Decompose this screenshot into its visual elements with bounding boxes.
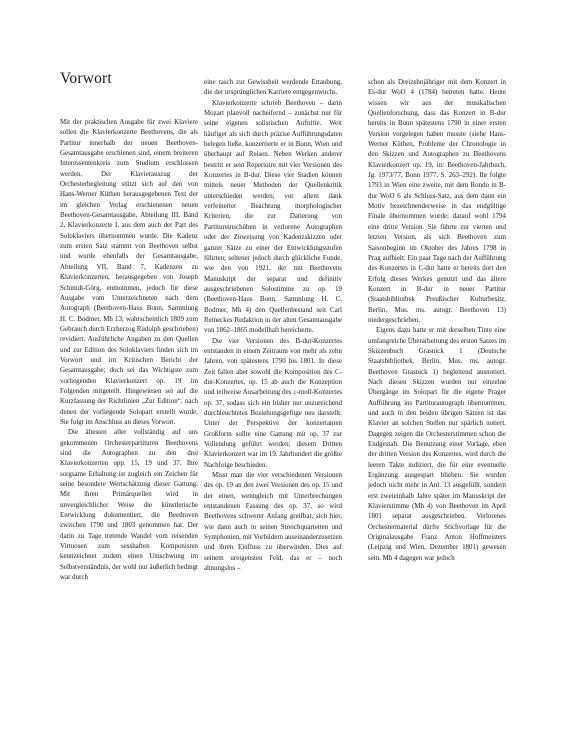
paragraph: Klavierkonzerte schrieb Beethoven – darin Mozart planvoll nacheifernd – zunächst nur für seine eigenen solistischen Auftritte. Weit häufiger als sich durch präzise Aufführungsdaten belegen ließe, konzertierte er in Bonn, Wien und überhaupt auf Reisen. Neben Werken anderer bestritt er sein Repertoire mit vier Versionen des Konzertes in B-dur. Diese vier Stadien können mittels neuer Methoden der Quellenkritik unterschieden werden; vor allem dank verfeinerter Beachtung morphologischer Kriterien, die zur Datierung von Partitureinschüben in verlorene Autographen oder der Zuweisung von Kadenzskizzen oder ganzer Sätze zu einer der Entwicklungsstufen führten; seltener jedoch durch glückliche Funde, wie den von 1921, der mit Beethovens Manuskript der separat und definitiv ausgeschriebenen Solostimme zu op. 19 (Beethoven-Haus Bonn, Sammlung H. C. Bodmer, Mh 4) den Quellenbestand seit Carl Reineckes Redaktion in der alten Gesamtausgabe von 1862–1865 modellhaft bereicherte. [204, 98, 342, 335]
text-column-1 [60, 117, 198, 582]
paragraph: Misst man die vier verschiedenen Versionen des op. 19 an den zwei Versionen des op. 15 und der einen, wenngleich mit Unterbrechungen entstandenen Fassung des op. 37, so wird Beethovens schwerer Anfang greifbar, sich hier, wie dann auch in seinen Streichquartetten und Symphonien, mit Vorbildern auseinanderzusetzen und ihren Einfluss zu überwinden. Dies auf seinem ureigensten Feld, das er – noch ahnungslos – [204, 471, 342, 573]
text-column-2 [204, 77, 342, 574]
paragraph: Die vier Versionen des B-dur-Konzertes entstanden in einem Zeitraum von mehr als zehn Jahren, von spätestens 1790 bis 1801. In diese Zeit fallen aber sowohl die Komposition des C-dur-Konzertes, op. 15 ab auch die Konzeption und teilweise Ausarbeitung des c-moll-Konzertes op. 37, sodass sich ein bisher nur unzureichend durchleuchtetes Beziehungsgefüge neu darstellt: Unter der Perspektive der konzertanten Großform sollte eine Gattung mit op. 37 zur Vollendung geführt werden; diesem Dritten Klavierkonzert war im 19. Jahrhundert die größte Nachfolge beschieden. [204, 336, 342, 469]
paragraph: Mit der praktischen Ausgabe für zwei Klaviere sollen die Klavierkonzerte Beethovens, die als Partitur innerhalb der neuen Beethoven-Gesamtausgabe erschienen sind, einem breiteren Interessentenkreis zum Studium erschlossen werden. Der Klavierauszug der Orchesterbegleitung stützt sich auf den von Hans-Werner Küthen herausgegebenen Text der im gleichen Verlag erschienenen neuen Beethoven-Gesamtausgabe, Abteilung III, Band 2, Klavierkonzerte I, aus dem auch der Part des Soloklaviers übernommen wurde. Die Kadenz zum ersten Satz stammt von Beethoven selbst und wurde ebenfalls der Gesamtausgabe, Abteilung VII, Band 7, Kadenzen zu Klavierkonzerten, herausgegeben von Joseph Schmidt-Görg, entnommen, jedoch für diese Ausgabe vom Unterzeichneten nach dem Autograph (Beethoven-Haus Bonn, Sammlung H. C. Bodmer, Mh 13; wahrscheinlich 1809 zum Gebrauch durch Erzherzog Rudolph geschrieben) revidiert. Ausführliche Angaben zu den Quellen und zur Edition des Soloklaviers finden sich im Vorwort und im Kritischen Bericht der Gesamtausgabe; doch sei das Wichtigste zum vorliegenden Klavierkonzert op. 19 im Folgenden mitgeteilt. Hingewiesen sei auf die Kurzfassung der Richtlinien „Zur Edition“, nach denen der vorliegende Solopart erstellt wurde. Sie folgt im Anschluss an dieses Vorwort. [60, 118, 198, 426]
paragraph: schon als Dreizehnjähriger mit dem Konzert in Es-dur WoO 4 (1784) betreten hatte. Heute wissen wir aus der musikalischen Quellenforschung, dass das Konzert in B-dur bereits in Bonn spätestens 1790 in einer ersten Version vorgelegen haben musste (siehe Hans-Werner Küthen, Probleme der Chronologie in den Skizzen und Autographen zu Beethovens Klavierkonzert op. 19, in: Beethoven-Jahrbuch, Jg. 1973/77, Bonn 1977, S. 263–292). Ihr folgte 1793 in Wien eine zweite, mit dem Rondo in B-dur WoO 6 als Schluss-Satz, aus dem dann ein Motiv bezeichnenderweise in das endgültige Finale übernommen wurde; darauf wohl 1794 eine dritte Version. Sie führte zur vierten und letzten Version, als sich Beethoven zum Saisonbeginn im Oktober des Jahres 1798 in Prag aufhielt: Ein paar Tage nach der Aufführung des Konzertes in C-dur hatte er bereits dort den Erfolg dieses Werkes genutzt und das ältere Konzert in B-dur in neuer Partitur (Staatsbibliothek Preußischer Kulturbesitz, Berlin, Mus. ms. autogr. Beethoven 13) niedergeschrieben. [368, 78, 506, 324]
paragraph: eine rasch zur Gewissheit werdende Ertaubung, die der ursprünglichen Karriere entgegenwuchs. [204, 78, 342, 97]
text-column-3 [368, 77, 506, 563]
paragraph: Die ältesten aller vollständig auf uns gekommenen Orchesterpartituren Beethovens sind die Autographen zu den drei Klavierkonzerten opp. 15, 19 und 37. Ihre sorgsame Erhaltung ist zugleich ein Zeichen für seine besondere Wertschätzung dieser Gattung. Mit ihren Primärquellen wird in unvergleichlicher Weise die künstlerische Entwicklung dokumentiert, die Beethoven zwischen 1790 und 1803 genommen hat. Der darin zu Tage tretende Wandel vom reisenden Virtuosen zum sesshaften Komponisten kennzeichnet zudem einen Umschwung im Selbstverständnis, der wohl nur äußerlich bedingt war durch [60, 428, 198, 582]
page-title: Vorwort [60, 70, 112, 87]
paragraph: Eigens dazu hatte er mit derselben Tinte eine umfangreiche Überarbeitung des ersten Satzes im Skizzenbuch Grasnick 1 (Deutsche Staatsbibliothek, Berlin, Mus. ms. autogr. Beethoven Grasnick 1) begleitend ausnotiert. Nach diesen Skizzen wurden nur einzelne Übergänge im Solopart für die eigene Prager Aufführung ins Partiturautograph übernommen, und auch in den beiden übrigen Sätzen ist das Klavier an solchen Stellen nur spärlich notiert. Dagegen zeigen die Orchesterstimmen schon die Endgestalt. Die Benutzung einer Vorlage, eben der dritten Version des Konzertes, wird durch die leeren Takte indiziert, die für eine eventuelle Ergänzung ausgespart blieben. Sie wurden jedoch nicht mehr in Anl. 13 ausgefüllt, sondern erst zweieinhalb Jahre später im Manuskript der Klavierstimme (Mh 4) von Beethoven im April 1801 separat ausgeschrieben. Verlorenes Orchestermaterial dürfte Stichvorlage für die Originalausgabe Franz Anton Hoffmeisters (Leipzig und Wien, Dezember 1801) gewesen sein. Mh 4 dagegen war jedoch [368, 326, 506, 562]
